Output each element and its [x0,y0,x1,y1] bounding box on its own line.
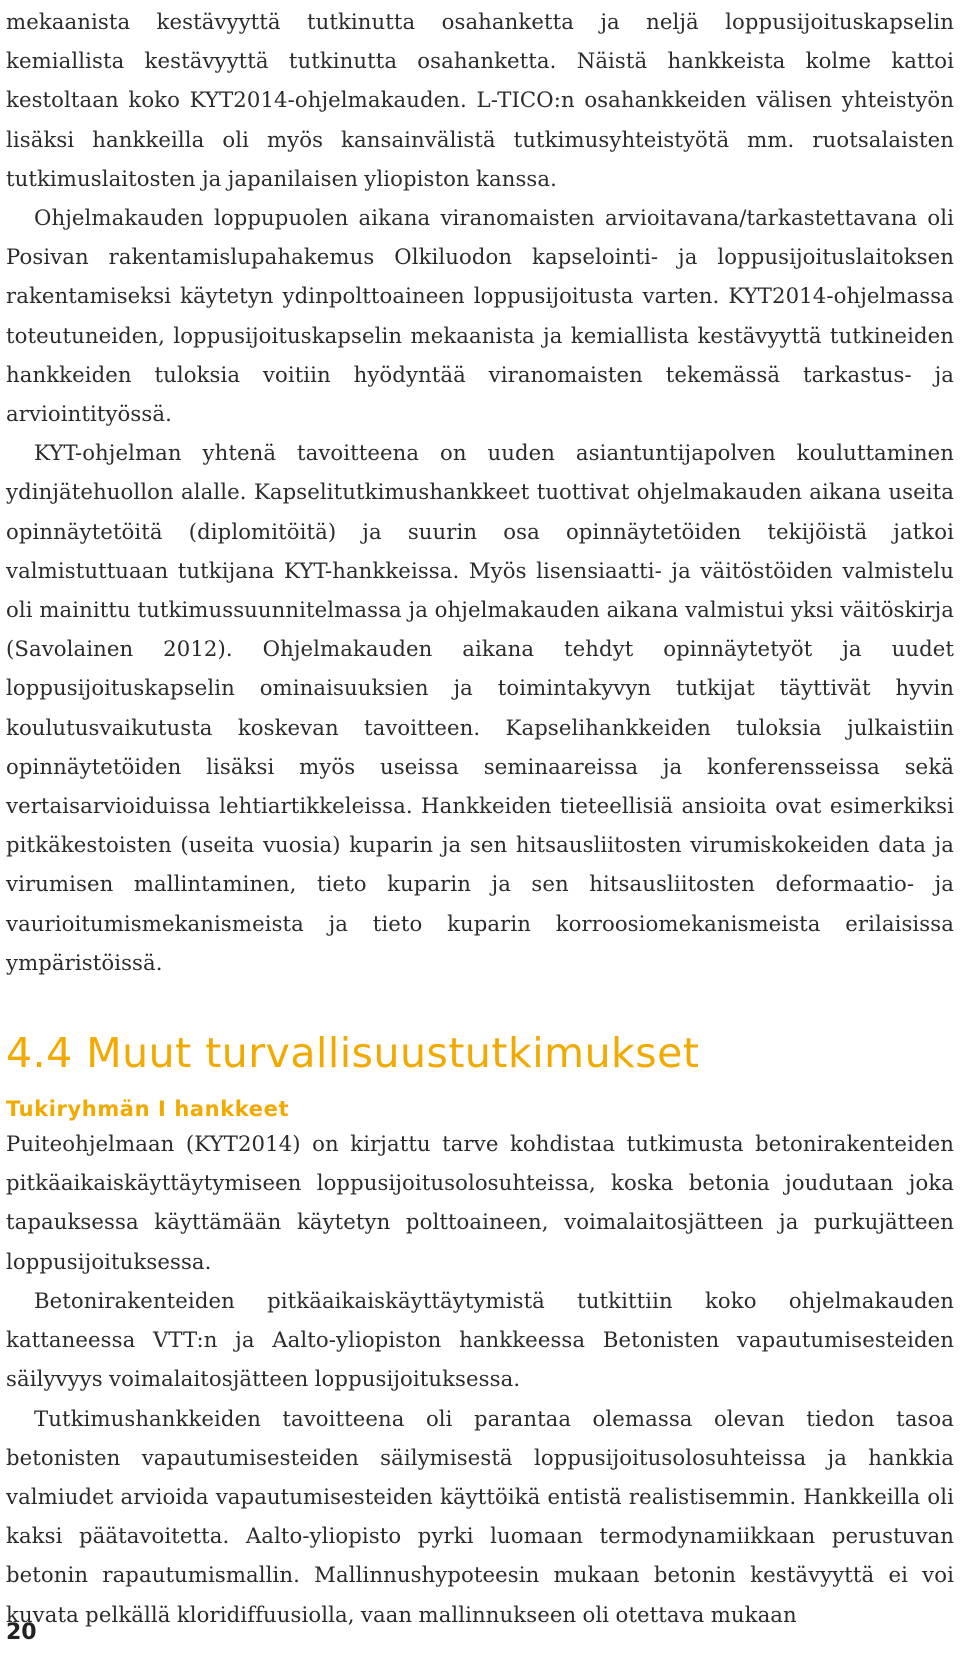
body-paragraph: Tutkimushankkeiden tavoitteena oli parantaa olemassa olevan tiedon tasoa betonisten vapautumisesteiden säilymisestä loppusijoitusolosuhteissa ja hankkia valmiudet arvioida vapautumisesteiden käyttöikä entistä realistisemmin. Hankkeilla oli kaksi päätavoitetta. Aalto-yliopisto pyrki luomaan termodynamiikkaan perustuvan betonin rapautumismallin. Mallinnushypoteesin mukaan betonin kestävyyttä ei voi kuvata pelkällä kloridiffuusiolla, vaan mallinnukseen oli otettava mukaan [6,1405,954,1627]
body-paragraph: mekaanista kestävyyttä tutkinutta osahanketta ja neljä loppusijoituskapselin kemiallista kestävyyttä tutkinutta osahanketta. Näistä hankkeista kolme kattoi kestoltaan koko KYT2014-ohjelmakauden. L-TICO:n osahankkeiden välisen yhteistyön lisäksi hankkeilla oli myös kansainvälistä tutkimusyhteistyötä mm. ruotsalaisten tutkimuslaitosten ja japanilaisen yliopiston kanssa. [6,9,954,191]
section-subheading: Tukiryhmän I hankkeet [6,1097,290,1122]
body-paragraph: Puiteohjelmaan (KYT2014) on kirjattu tarve kohdistaa tutkimusta betonirakenteiden pitkäaikaiskäyttäytymiseen loppusijoitusolosuhteissa, koska betonia joudutaan joka tapauksessa käyttämään käytetyn polttoaineen, voimalaitosjätteen ja purkujätteen loppusijoituksessa. [6,1131,954,1274]
body-paragraph: Betonirakenteiden pitkäaikaiskäyttäytymistä tutkittiin koko ohjelmakauden kattaneessa VTT:n ja Aalto-yliopiston hankkeessa Betonisten vapautumisesteiden säilyvyys voimalaitosjätteen loppusijoituksessa. [6,1287,954,1392]
body-paragraph: Ohjelmakauden loppupuolen aikana viranomaisten arvioitavana/tarkastettavana oli Posivan rakentamislupahakemus Olkiluodon kapselointi- ja loppusijoituslaitoksen rakentamiseksi käytetyn ydinpolttoaineen loppusijoitusta varten. KYT2014-ohjelmassa toteutuneiden, loppusijoituskapselin mekaanista ja kemiallista kestävyyttä tutkineiden hankkeiden tuloksia voitiin hyödyntää viranomaisten tekemässä tarkastus- ja arviointityössä. [6,205,954,427]
section-heading: 4.4 Muut turvallisuustutkimukset [6,1029,700,1078]
document-page [6,2,954,1634]
body-paragraph: KYT-ohjelman yhtenä tavoitteena on uuden asiantuntijapolven kouluttaminen ydinjätehuollon alalle. Kapselitutkimushankkeet tuottivat ohjelmakauden aikana useita opinnäytetöitä (diplomitöitä) ja suurin osa opinnäytetöiden tekijöistä jatkoi valmistuttuaan tutkijana KYT-hankkeissa. Myös lisensiaatti- ja väitöstöiden valmistelu oli mainittu tutkimussuunnitelmassa ja ohjelmakauden aikana valmistui yksi väitöskirja (Savolainen 2012). Ohjelmakauden aikana tehdyt opinnäytetyöt ja uudet loppusijoituskapselin ominaisuuksien ja toimintakyvyn tutkijat täyttivät hyvin koulutusvaikutusta koskevan tavoitteen. Kapselihankkeiden tuloksia julkaistiin opinnäytetöiden lisäksi myös useissa seminaareissa ja konferensseissa sekä vertaisarvioiduissa lehtiartikkeleissa. Hankkeiden tieteellisiä ansioita ovat esimerkiksi pitkäkestoisten (useita vuosia) kuparin ja sen hitsausliitosten virumiskokeiden data ja virumisen mallintaminen, tieto kuparin ja sen hitsausliitosten deformaatio- ja vaurioitumismekanismeista ja tieto kuparin korroosiomekanismeista erilaisissa ympäristöissä. [6,440,954,975]
page-number: 20 [6,1620,37,1645]
